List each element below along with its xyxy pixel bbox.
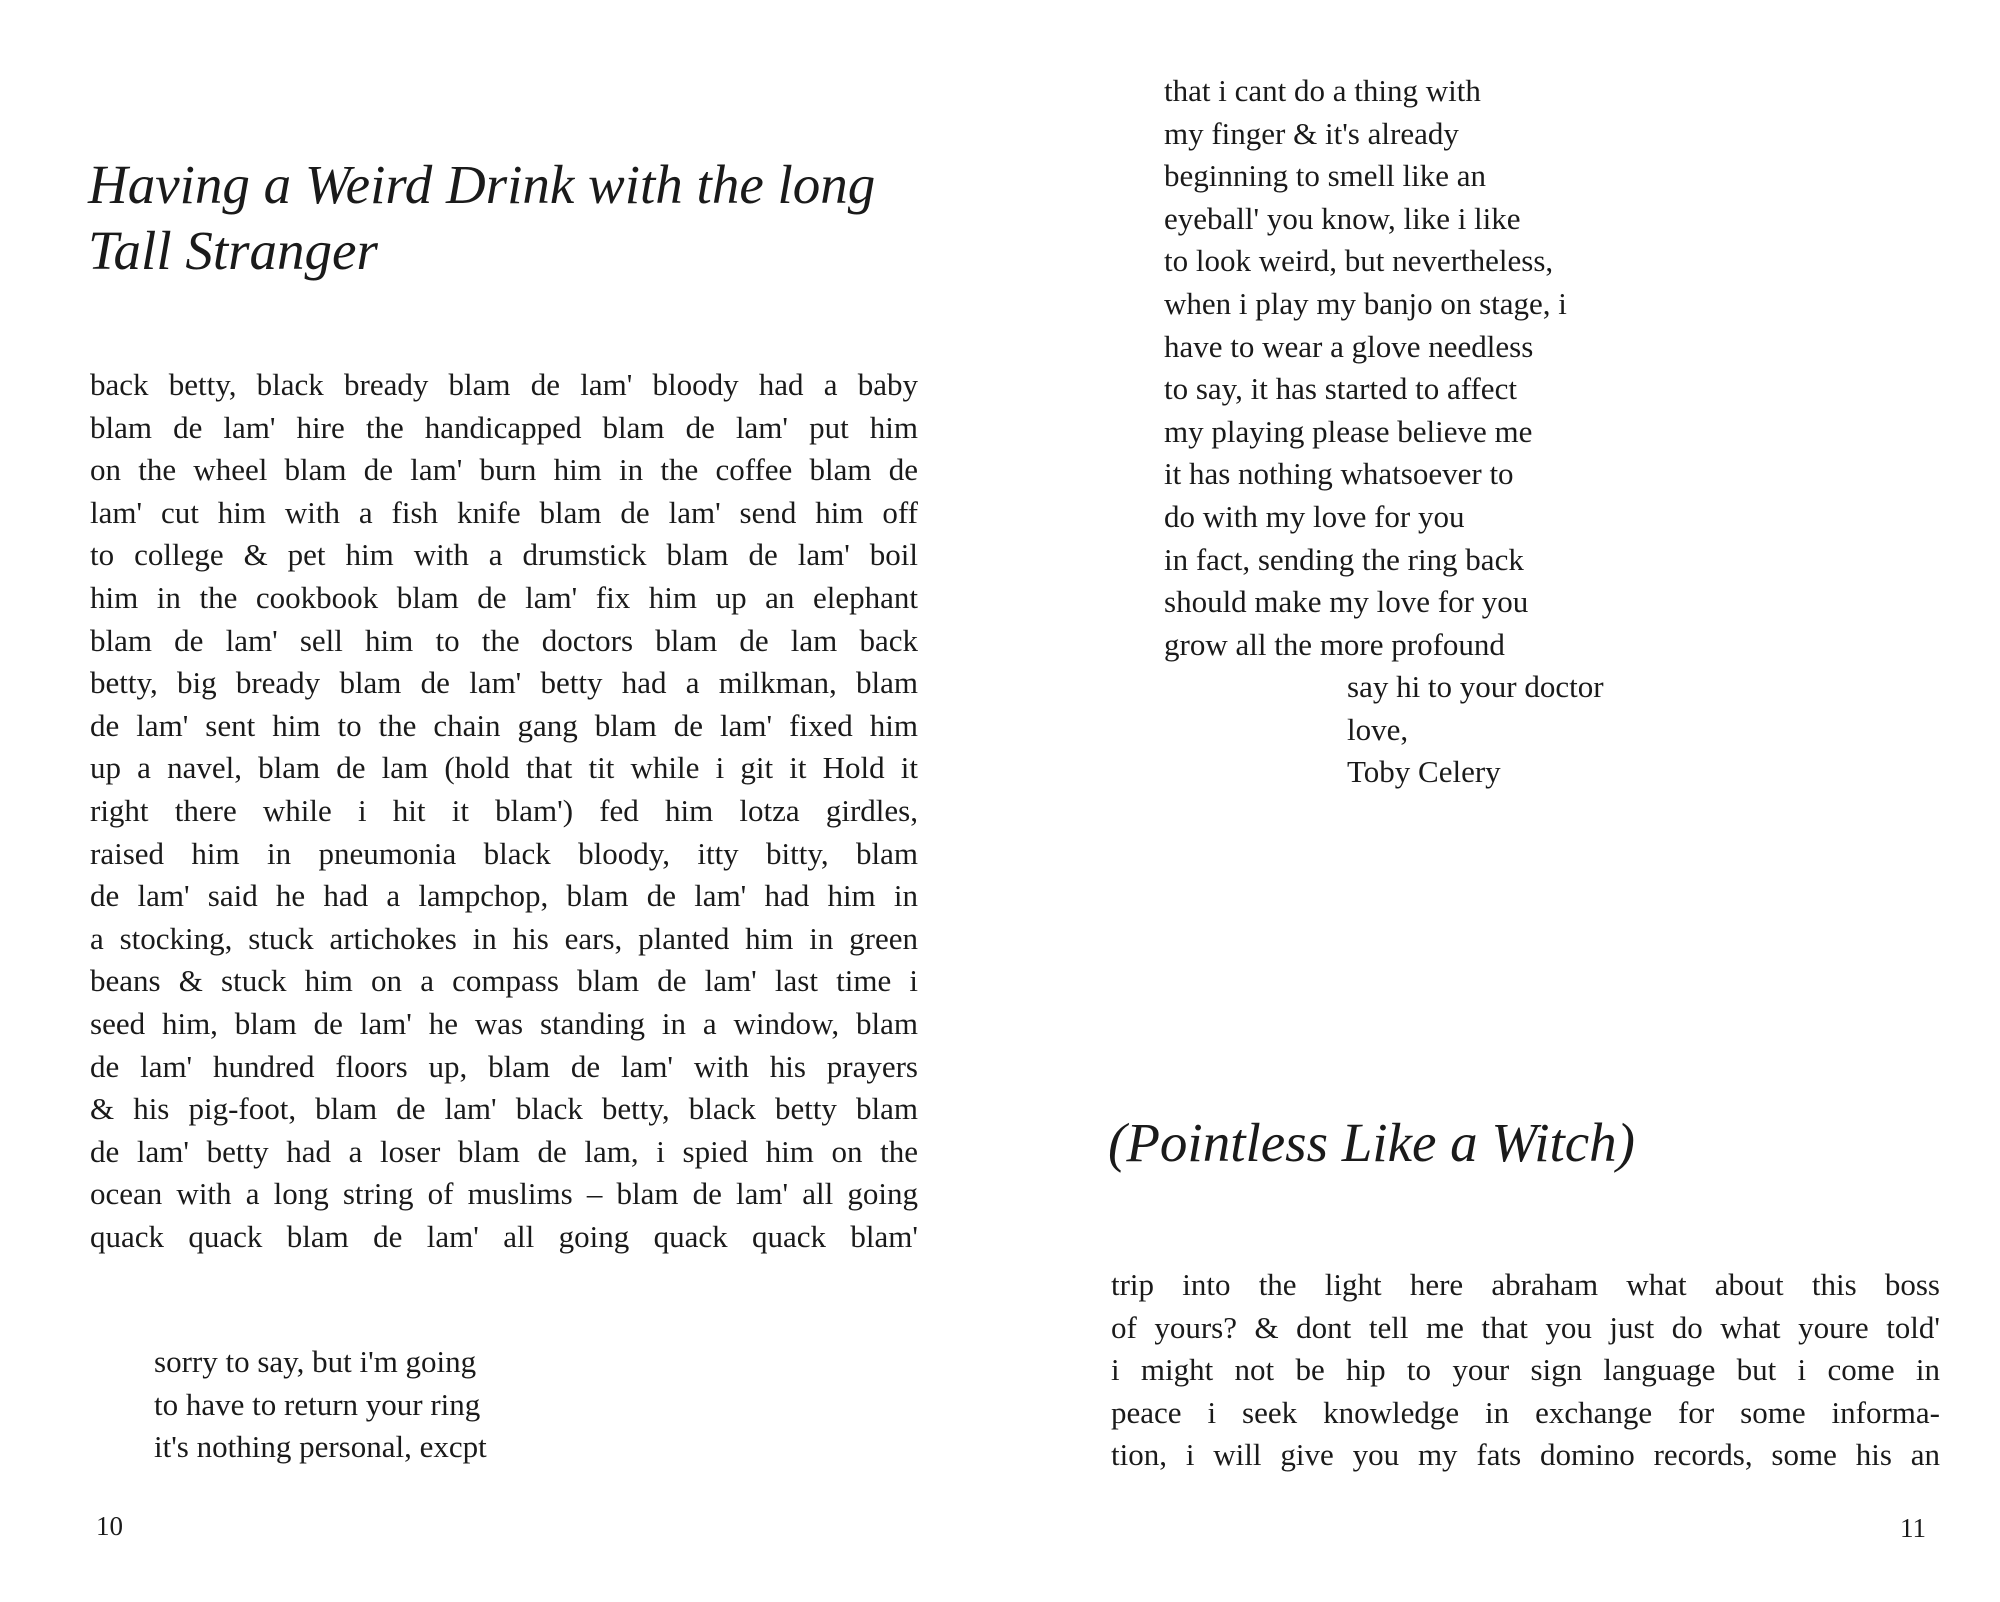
page-number-left: 10 xyxy=(96,1511,123,1541)
text-line: on the wheel blam de lam' burn him in the coffee blam de xyxy=(90,452,918,488)
text-line: of yours? & dont tell me that you just do what youre told' xyxy=(1111,1309,1940,1345)
text-line: that i cant do a thing with xyxy=(1164,73,1481,108)
letter-signoff xyxy=(1164,666,1604,794)
poem-body-pointless-witch xyxy=(1111,1264,1940,1477)
title-line: Tall Stranger xyxy=(88,220,378,281)
text-line: de lam' sent him to the chain gang blam de lam' fixed him xyxy=(90,707,918,743)
poem-title-pointless-witch: (Pointless Like a Witch) xyxy=(1108,1112,1635,1173)
text-line: him in the cookbook blam de lam' fix him up an elephant xyxy=(90,579,918,615)
poem-body-weird-drink xyxy=(90,364,918,1258)
text-line: to college & pet him with a drumstick blam de lam' boil xyxy=(90,537,918,573)
text-line: when i play my banjo on stage, i xyxy=(1164,285,1567,321)
title-line: Having a Weird Drink with the long xyxy=(88,154,876,215)
text-line: in fact, sending the ring back xyxy=(1164,541,1524,577)
text-line: sorry to say, but i'm going xyxy=(154,1344,477,1379)
text-line: to have to return your ring xyxy=(154,1386,481,1422)
poem-title-weird-drink xyxy=(88,152,875,284)
text-line: my finger & it's already xyxy=(1164,115,1459,151)
text-line: raised him in pneumonia black bloody, itty bitty, blam xyxy=(90,835,918,871)
text-line: Toby Celery xyxy=(1347,754,1501,790)
text-line: ocean with a long string of muslims – blam de lam' all going xyxy=(90,1176,918,1212)
text-line: to say, it has started to affect xyxy=(1164,371,1517,407)
text-line: it has nothing whatsoever to xyxy=(1164,456,1514,492)
text-line: trip into the light here abraham what about this boss xyxy=(1111,1267,1940,1302)
text-line: beginning to smell like an xyxy=(1164,158,1487,194)
text-line: my playing please believe me xyxy=(1164,413,1533,449)
text-line: blam de lam' sell him to the doctors blam de lam back xyxy=(90,622,918,658)
text-line: should make my love for you xyxy=(1164,584,1529,620)
text-line: lam' cut him with a fish knife blam de lam' send him off xyxy=(90,494,918,530)
poem-verse-ring xyxy=(154,1341,487,1469)
text-line: betty, big bready blam de lam' betty had a milkman, blam xyxy=(90,665,918,701)
text-line: love, xyxy=(1347,711,1409,747)
text-line: seed him, blam de lam' he was standing in a window, blam xyxy=(90,1005,918,1041)
text-line: eyeball' you know, like i like xyxy=(1164,200,1521,236)
text-line: have to wear a glove needless xyxy=(1164,328,1534,364)
text-line: & his pig-foot, blam de lam' black betty, black betty blam xyxy=(90,1091,918,1127)
right-page xyxy=(1000,0,2000,1602)
text-line: say hi to your doctor xyxy=(1347,669,1604,704)
text-line: de lam' betty had a loser blam de lam, i spied him on the xyxy=(90,1133,918,1169)
text-line: peace i seek knowledge in exchange for some informa- xyxy=(1111,1394,1940,1430)
text-line: de lam' said he had a lampchop, blam de lam' had him in xyxy=(90,878,918,914)
text-line: it's nothing personal, excpt xyxy=(154,1429,487,1465)
text-line: right there while i hit it blam') fed him lotza girdles, xyxy=(90,792,918,828)
text-line: grow all the more profound xyxy=(1164,626,1505,662)
text-line: tion, i will give you my fats domino records, some his an xyxy=(1111,1437,1940,1473)
text-line: to look weird, but nevertheless, xyxy=(1164,243,1554,279)
text-line: quack quack blam de lam' all going quack quack blam' xyxy=(90,1218,918,1254)
text-line: back betty, black bready blam de lam' bloody had a baby xyxy=(90,367,918,402)
text-line: a stocking, stuck artichokes in his ears, planted him in green xyxy=(90,920,918,956)
text-line: up a navel, blam de lam (hold that tit while i git it Hold it xyxy=(90,750,918,786)
text-line: i might not be hip to your sign language but i come in xyxy=(1111,1352,1940,1388)
text-line: do with my love for you xyxy=(1164,498,1465,534)
text-line: de lam' hundred floors up, blam de lam' with his prayers xyxy=(90,1048,918,1084)
poem-verse-continued xyxy=(1164,70,1567,666)
text-line: blam de lam' hire the handicapped blam de lam' put him xyxy=(90,409,918,445)
page-number-right: 11 xyxy=(1900,1513,1926,1543)
text-line: beans & stuck him on a compass blam de lam' last time i xyxy=(90,963,918,999)
